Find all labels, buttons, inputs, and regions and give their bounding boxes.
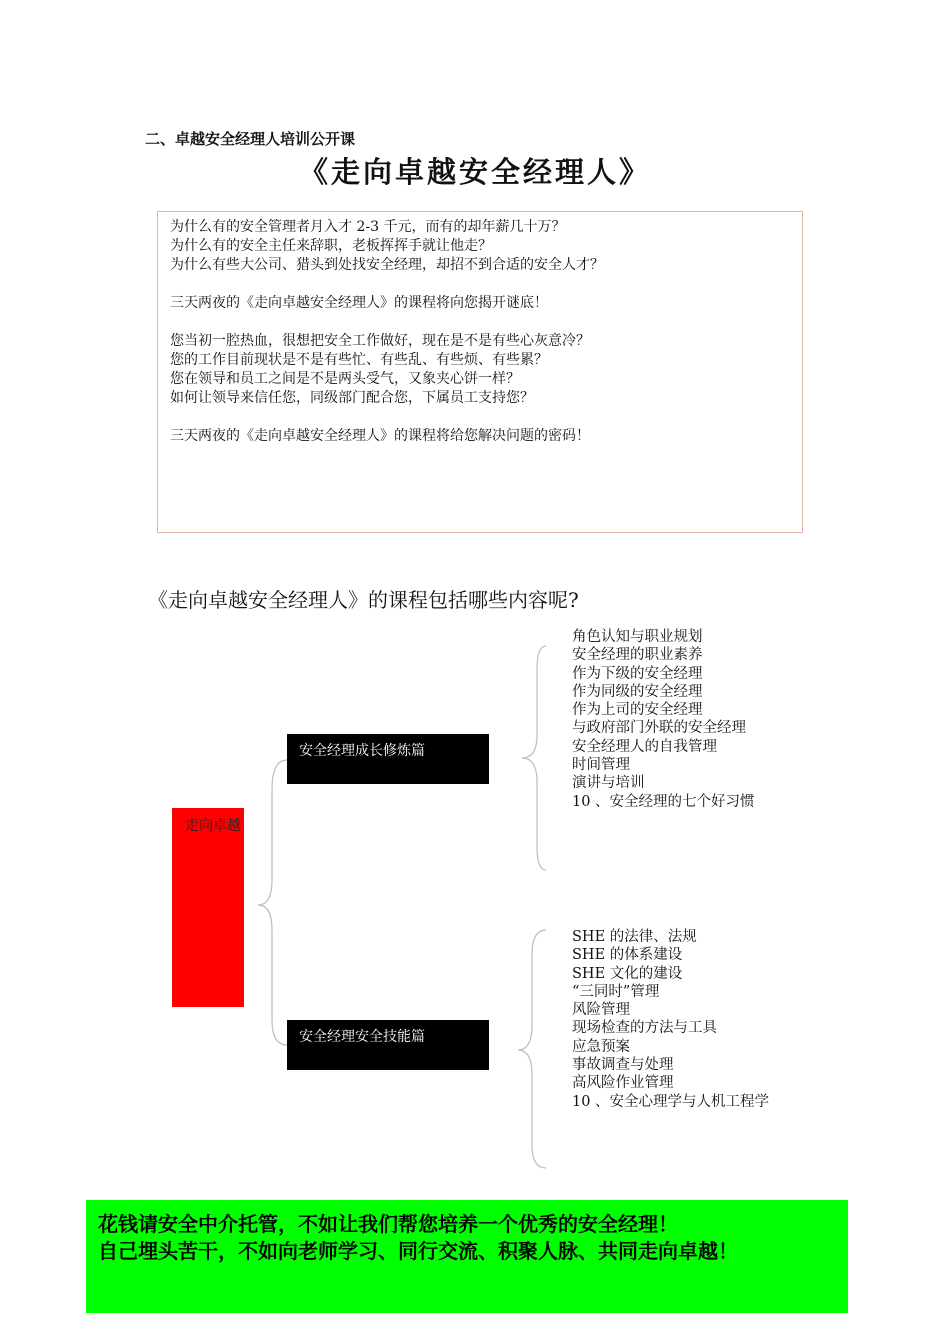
intro-line: 为什么有的安全管理者月入才 2-3 千元，而有的却年薪几十万？ [170, 219, 566, 235]
branch-2-brace [518, 930, 546, 1168]
root-brace [258, 760, 287, 1045]
topic-item: 与政府部门外联的安全经理 [572, 720, 746, 737]
intro-line: 您在领导和员工之间是不是两头受气，又象夹心饼一样？ [170, 371, 520, 387]
topic-item: 10 、安全经理的七个好习惯 [572, 793, 755, 810]
topic-item: 作为上司的安全经理 [572, 702, 703, 719]
course-title: 《走向卓越安全经理人》 [298, 155, 651, 189]
intro-line: 三天两夜的《走向卓越安全经理人》的课程将给您解决问题的密码！ [170, 428, 590, 444]
skills-topic-list [572, 928, 769, 1111]
topic-item: 角色认知与职业规划 [572, 629, 703, 645]
topic-item: 安全经理人的自我管理 [572, 738, 717, 755]
topic-item: 时间管理 [572, 757, 630, 774]
branch-1-brace [522, 646, 546, 870]
topic-item: 10 、安全心理学与人机工程学 [572, 1093, 770, 1110]
growth-topic-list [572, 628, 755, 811]
topic-item: 高风险作业管理 [572, 1075, 674, 1092]
root-label: 走向卓越 [185, 818, 241, 834]
intro-line: 如何让领导来信任您，同级部门配合您，下属员工支持您？ [170, 390, 534, 406]
topic-item: 作为同级的安全经理 [572, 683, 703, 700]
topic-item: SHE 的体系建设 [572, 947, 683, 964]
banner-line: 自己埋头苦干，不如向老师学习、同行交流、积聚人脉、共同走向卓越！ [98, 1239, 738, 1263]
mindmap-root-node [172, 808, 244, 1007]
branch-growth-node: 安全经理成长修炼篇 [287, 734, 489, 784]
branch-skills-node: 安全经理安全技能篇 [287, 1020, 489, 1070]
topic-item: 事故调查与处理 [572, 1057, 674, 1074]
intro-line: 为什么有些大公司、猎头到处找安全经理，却招不到合适的安全人才？ [170, 257, 604, 273]
topic-item: 风险管理 [572, 1002, 630, 1019]
intro-line: 为什么有的安全主任来辞职，老板挥挥手就让他走？ [170, 238, 492, 254]
topic-item: SHE 文化的建设 [572, 965, 683, 982]
intro-line: 您当初一腔热血，很想把安全工作做好，现在是不是有些心灰意冷？ [170, 333, 590, 349]
topic-item: 作为下级的安全经理 [572, 665, 703, 682]
banner-line: 花钱请安全中介托管，不如让我们帮您培养一个优秀的安全经理！ [98, 1212, 678, 1236]
section-heading: 二、卓越安全经理人培训公开课 [145, 130, 356, 148]
intro-line: 您的工作目前现状是不是有些忙、有些乱、有些烦、有些累？ [170, 352, 548, 368]
topic-item: 演讲与培训 [572, 775, 645, 792]
topic-item: 现场检查的方法与工具 [572, 1020, 717, 1037]
topic-item: 安全经理的职业素养 [572, 647, 703, 664]
promo-banner [86, 1200, 848, 1313]
topic-item: “三同时”管理 [572, 983, 660, 1000]
topic-item: SHE 的法律、法规 [572, 929, 697, 945]
topic-item: 应急预案 [572, 1038, 630, 1055]
course-content-question: 《走向卓越安全经理人》的课程包括哪些内容呢? [148, 588, 579, 612]
intro-line: 三天两夜的《走向卓越安全经理人》的课程将向您揭开谜底！ [170, 295, 548, 311]
